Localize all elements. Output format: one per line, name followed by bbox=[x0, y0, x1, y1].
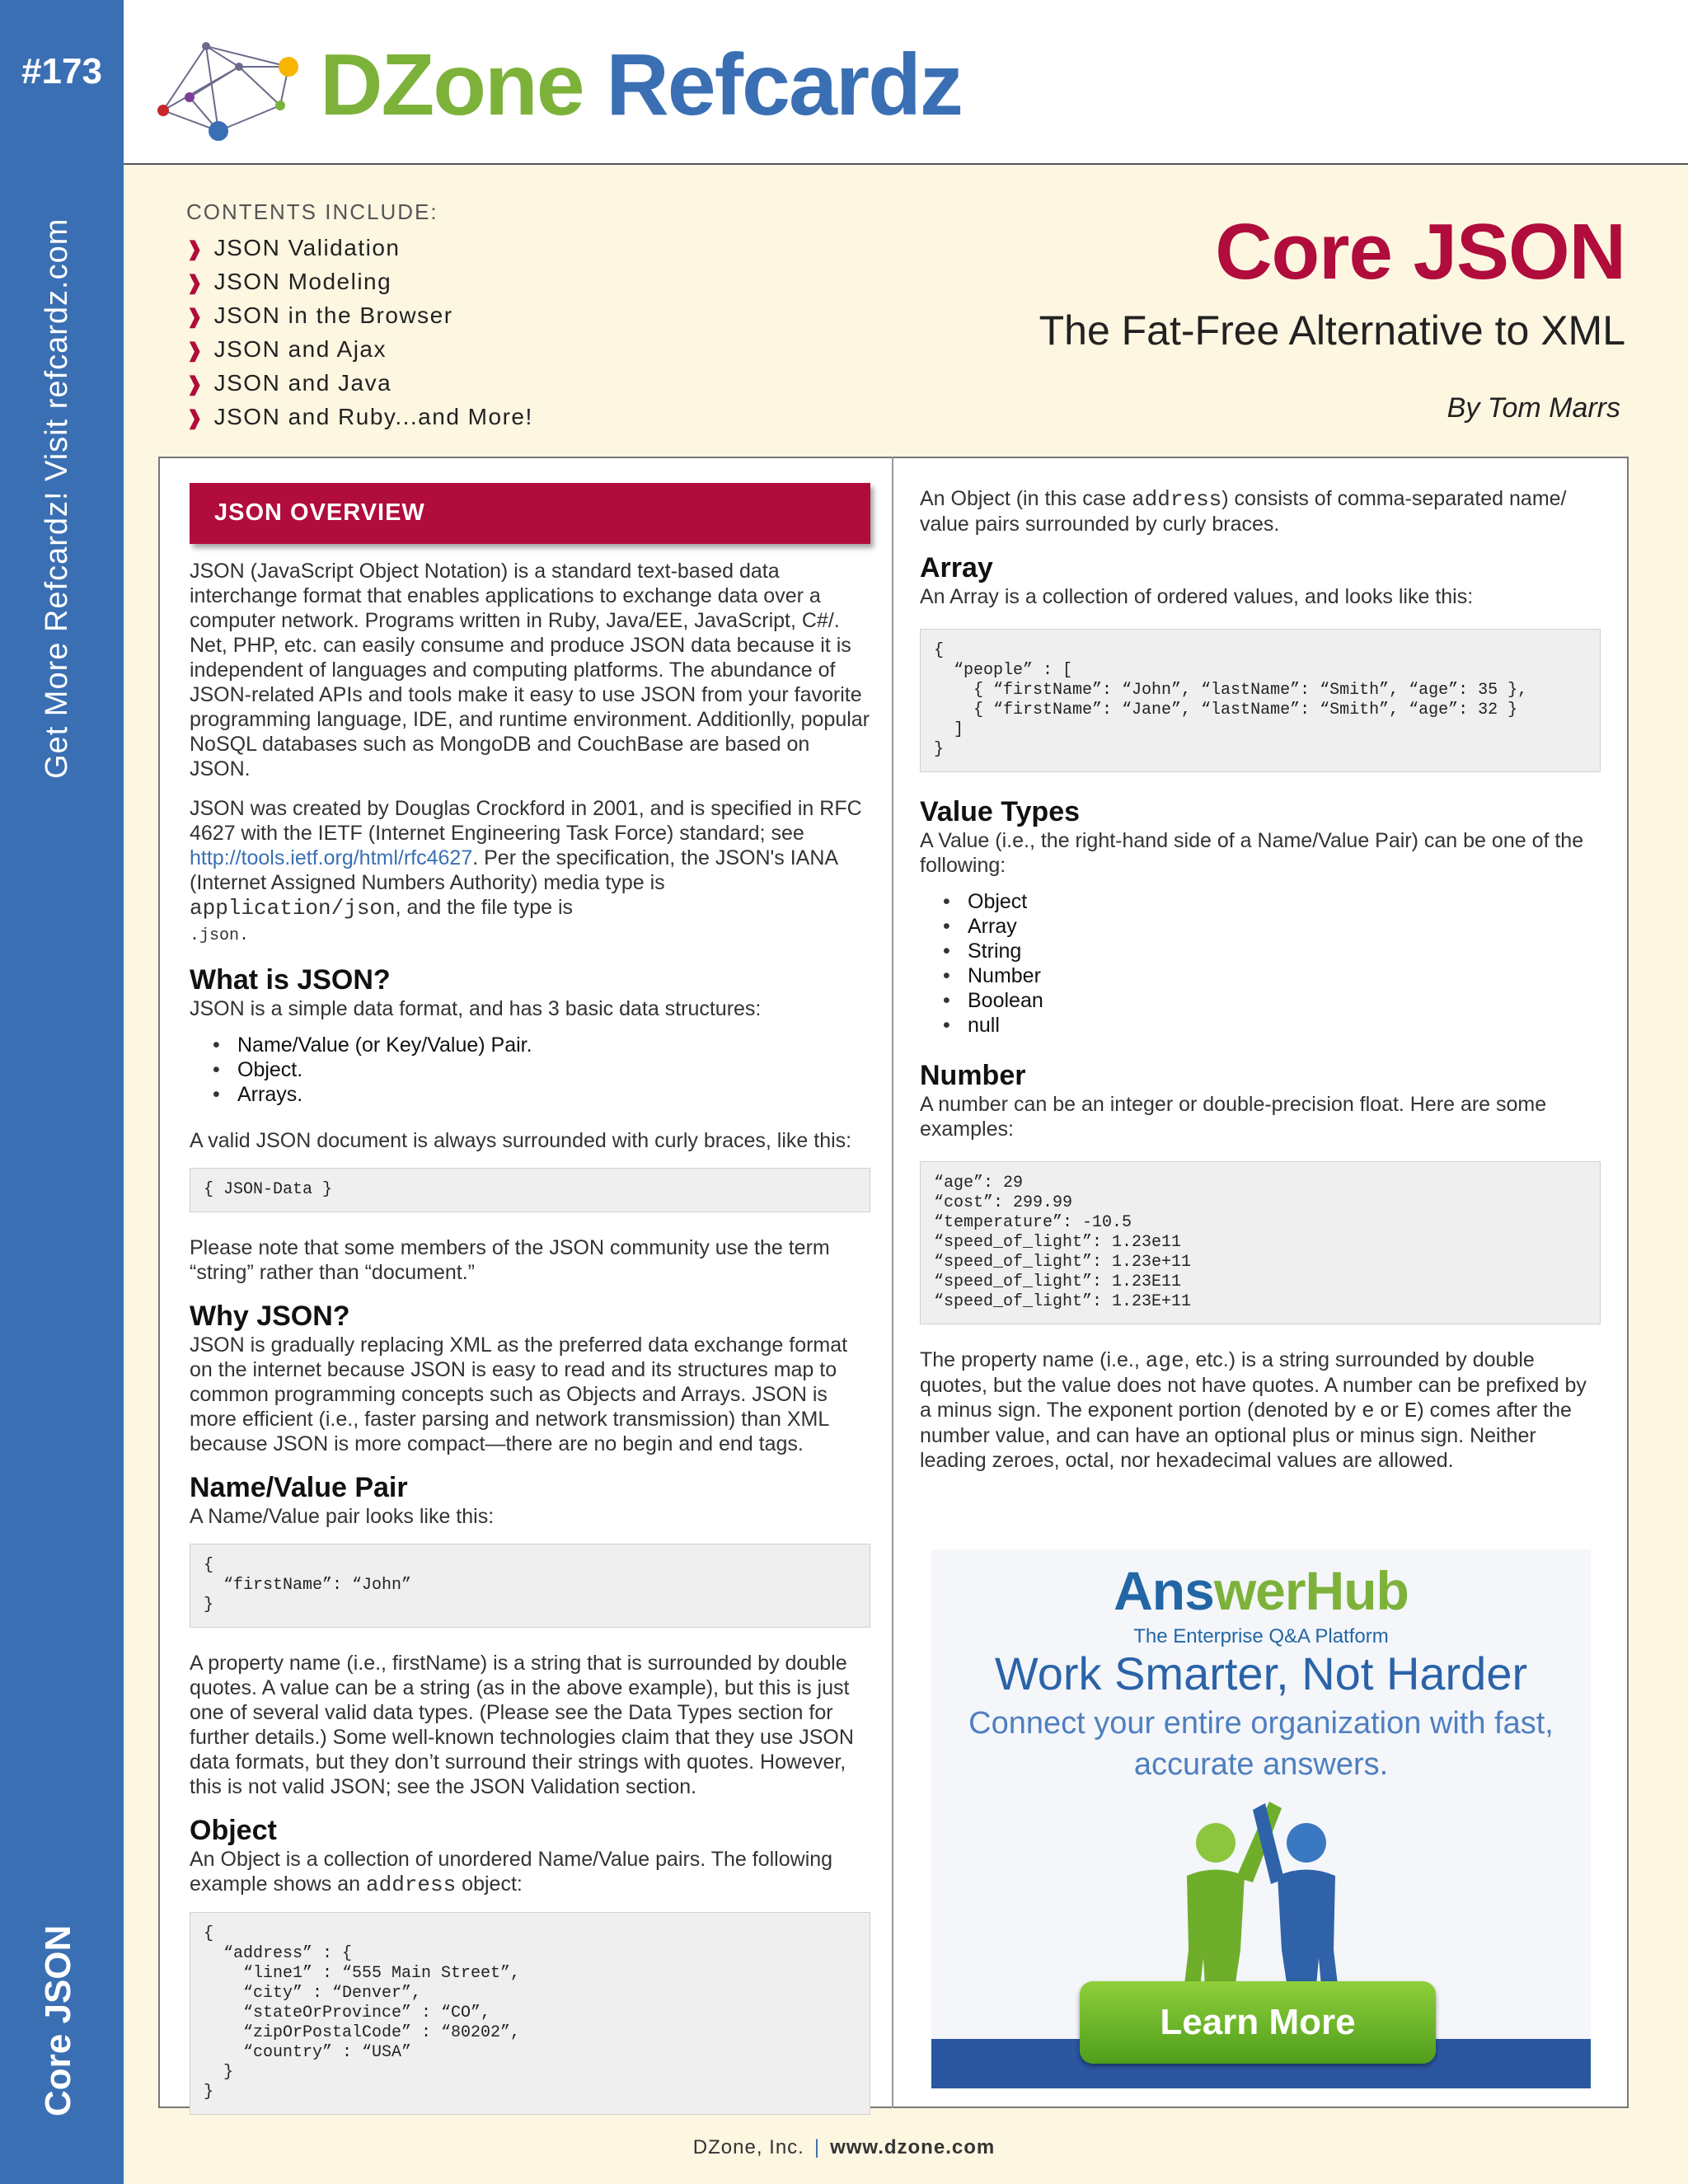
list-item: • Array bbox=[943, 914, 1601, 939]
footer bbox=[0, 2136, 1688, 2159]
list-item: • null bbox=[943, 1013, 1601, 1038]
types-list bbox=[920, 889, 1601, 1038]
answerhub-ad[interactable] bbox=[931, 1549, 1591, 2088]
types-paragraph: A Value (i.e., the right-hand side of a Name/Value Pair) can be one of the following: bbox=[920, 829, 1584, 877]
brand-second: Refcardz bbox=[606, 36, 962, 134]
footer-company: DZone, Inc. bbox=[692, 2136, 804, 2158]
ad-headline: Work Smarter, Not Harder bbox=[994, 1647, 1528, 1699]
contents-item[interactable]: ❱ JSON in the Browser bbox=[186, 302, 453, 328]
heading-number: Number bbox=[920, 1060, 1026, 1091]
heading-object: Object bbox=[190, 1815, 277, 1846]
chevron-right-icon: ❱ bbox=[186, 238, 204, 260]
structures-list bbox=[190, 1033, 870, 1107]
heading-what-is-json: What is JSON? bbox=[190, 964, 391, 996]
object-desc-paragraph: An Object (in this case address) consists of comma-separated name/ value pairs surrounded by curly braces. bbox=[920, 487, 1567, 536]
learn-more-button[interactable]: Learn More bbox=[1080, 1981, 1436, 2064]
contents-list bbox=[186, 231, 533, 434]
chevron-right-icon: ❱ bbox=[186, 373, 204, 396]
network-logo-icon bbox=[157, 38, 313, 145]
right-column bbox=[920, 486, 1601, 1488]
code-block: { “address” : { “line1” : “555 Main Street”, “city” : “Denver”, “stateOrProvince” : “CO”, “zipOrPostalCode” : “80202”, “country” : “USA” } } bbox=[190, 1912, 870, 2115]
list-item: • Object. bbox=[213, 1057, 870, 1082]
contents-item[interactable]: ❱ JSON Modeling bbox=[186, 269, 392, 294]
chevron-right-icon: ❱ bbox=[186, 407, 204, 429]
header bbox=[124, 0, 1688, 165]
list-item: • String bbox=[943, 939, 1601, 963]
footer-separator: | bbox=[814, 2136, 821, 2158]
rfc-link[interactable]: http://tools.ietf.org/html/rfc4627 bbox=[190, 846, 473, 869]
code-block: { “people” : [ { “firstName”: “John”, “lastName”: “Smith”, “age”: 35 }, { “firstName”: “Jane”, “lastName”: “Smith”, “age”: 32 } ] } bbox=[920, 629, 1601, 772]
column-divider bbox=[892, 457, 893, 2108]
list-item: • Name/Value (or Key/Value) Pair. bbox=[213, 1033, 870, 1057]
brand-first: DZone bbox=[320, 36, 584, 134]
history-paragraph: JSON was created by Douglas Crockford in 2001, and is specified in RFC 4627 with the IETF (Internet Engineering Task Force) standard; see http://tools.ietf.org/html/rfc4627. Per the specification, the JSON's IANA (Internet Assigned Numbers Authority) media type is application/json, and the file type is .json. bbox=[190, 797, 862, 945]
ad-subheadline: Connect your entire organization with fast, accurate answers. bbox=[968, 1706, 1554, 1782]
refcardz-promo-link[interactable]: Get More Refcardz! Visit refcardz.com bbox=[40, 218, 74, 779]
footer-url[interactable]: www.dzone.com bbox=[830, 2136, 996, 2158]
object-paragraph: An Object is a collection of unordered Name/Value pairs. The following example shows an address object: bbox=[190, 1848, 833, 1897]
author-byline: By Tom Marrs bbox=[1447, 392, 1620, 424]
heading-array: Array bbox=[920, 552, 993, 583]
contents-item[interactable]: ❱ JSON and Java bbox=[186, 370, 392, 396]
list-item: • Boolean bbox=[943, 988, 1601, 1013]
list-item: • Object bbox=[943, 889, 1601, 914]
overview-paragraph: JSON (JavaScript Object Notation) is a standard text-based data interchange format that enables applications to exchange data over a computer network. Programs written in Ruby, Java/EE, JavaScript, C#/. Net, PHP, etc. can easily consume and produce JSON data because it is independent of languages and computing platforms. The abundance of JSON-related APIs and tools make it easy to use JSON from your favorite programming language, IDE, and runtime environment. Additionlly, popular NoSQL databases such as MongoDB and CouchBase are based on JSON. bbox=[190, 560, 870, 780]
page-subtitle: The Fat-Free Alternative to XML bbox=[1039, 307, 1625, 354]
code-block: “age”: 29 “cost”: 299.99 “temperature”: -10.5 “speed_of_light”: 1.23e11 “speed_of_light”: 1.23e+11 “speed_of_light”: 1.23E11 “speed_of_light”: 1.23E+11 bbox=[920, 1161, 1601, 1324]
contents-item[interactable]: ❱ JSON and Ajax bbox=[186, 336, 387, 362]
number-detail-paragraph: The property name (i.e., age, etc.) is a string surrounded by double quotes, but the value does not have quotes. A number can be prefixed by a minus sign. The exponent portion (denoted by e or E) comes after the number value, and can have an optional plus or minus sign. Neither leading zeroes, octal, nor hexadecimal values are allowed. bbox=[920, 1348, 1587, 1472]
ad-tagline: The Enterprise Q&A Platform bbox=[1133, 1625, 1389, 1647]
what-paragraph: JSON is a simple data format, and has 3 basic data structures: bbox=[190, 997, 762, 1020]
chevron-right-icon: ❱ bbox=[186, 272, 204, 294]
sidebar bbox=[0, 0, 124, 2184]
chevron-right-icon: ❱ bbox=[186, 306, 204, 328]
valid-paragraph: A valid JSON document is always surrounded with curly braces, like this: bbox=[190, 1129, 852, 1152]
left-column bbox=[190, 483, 870, 2138]
list-item: • Number bbox=[943, 963, 1601, 988]
contents-heading: CONTENTS INCLUDE: bbox=[186, 199, 438, 224]
section-banner: JSON OVERVIEW bbox=[190, 483, 870, 544]
card-name: Core JSON bbox=[38, 1924, 78, 2116]
contents-item[interactable]: ❱ JSON Validation bbox=[186, 235, 401, 260]
nv-paragraph: A Name/Value pair looks like this: bbox=[190, 1505, 495, 1528]
note-paragraph: Please note that some members of the JSON community use the term “string” rather than “document.” bbox=[190, 1236, 830, 1284]
chevron-right-icon: ❱ bbox=[186, 340, 204, 362]
heading-why-json: Why JSON? bbox=[190, 1301, 350, 1332]
property-paragraph: A property name (i.e., firstName) is a string that is surrounded by double quotes. A value can be a string (as in the above example), but this is just one of several valid data types. (Please see the Data Types section for further details.) Some well-known technologies claim that they use JSON data formats, but they don’t surround their strings with quotes. However, this is not valid JSON; see the JSON Validation section. bbox=[190, 1652, 854, 1798]
code-block: { JSON-Data } bbox=[190, 1168, 870, 1212]
array-paragraph: An Array is a collection of ordered values, and looks like this: bbox=[920, 585, 1474, 608]
heading-value-types: Value Types bbox=[920, 796, 1081, 827]
number-paragraph: A number can be an integer or double-precision float. Here are some examples: bbox=[920, 1093, 1547, 1141]
code-block: { “firstName”: “John” } bbox=[190, 1544, 870, 1628]
brand-wordmark bbox=[320, 36, 962, 134]
list-item: • Arrays. bbox=[213, 1082, 870, 1107]
page-title: Core JSON bbox=[1215, 208, 1625, 296]
contents-item[interactable]: ❱ JSON and Ruby...and More! bbox=[186, 404, 533, 429]
issue-number: #173 bbox=[21, 51, 102, 91]
heading-name-value-pair: Name/Value Pair bbox=[190, 1472, 408, 1503]
answerhub-logo: AnswerHub bbox=[1114, 1560, 1409, 1621]
why-paragraph: JSON is gradually replacing XML as the preferred data exchange format on the internet because JSON is easy to read and its structures map to common programming concepts such as Objects and Arrays. JSON is more efficient (i.e., faster parsing and network transmission) than XML because JSON is more compact—there are no begin and end tags. bbox=[190, 1333, 848, 1455]
